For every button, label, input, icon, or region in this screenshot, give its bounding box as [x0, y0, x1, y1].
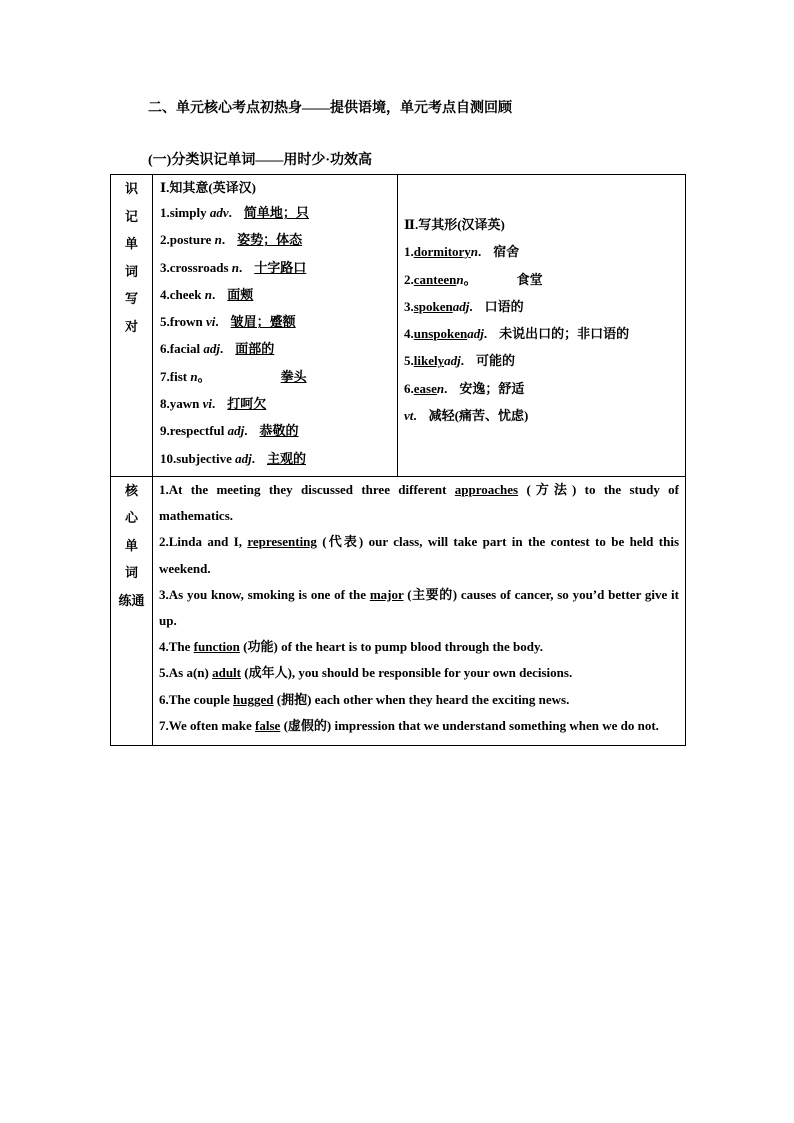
- vocab-item: [404, 347, 679, 374]
- part-of-speech: adj: [203, 341, 220, 357]
- answer-english: spoken: [413, 298, 453, 314]
- answer-word: adult: [212, 665, 241, 681]
- write-form-title: Ⅱ.写其形(汉译英): [404, 217, 505, 232]
- sentence-text: (拥抱) each other when they heard the exciting news.: [273, 691, 570, 707]
- exercise-sentence: [159, 660, 679, 686]
- chinese-meaning: 可能的: [475, 353, 515, 369]
- answer-english: ease: [413, 380, 437, 396]
- answer-english: unspoken: [413, 326, 468, 342]
- know-meaning-title: Ⅰ.知其意(英译汉): [160, 180, 256, 195]
- part-of-speech: adj: [444, 353, 461, 369]
- separator: 。: [463, 271, 477, 287]
- answer-english: dormitory: [413, 244, 471, 260]
- english-word: simply: [169, 205, 207, 220]
- sentence-text: 7.We often make: [159, 717, 256, 733]
- part-of-speech: adj: [452, 298, 470, 314]
- english-word: subjective: [176, 450, 232, 466]
- answer-chinese: 姿势；体态: [237, 232, 303, 248]
- vocab-item: [160, 226, 391, 253]
- answer-word: representing: [247, 534, 317, 550]
- answer-chinese: 面部的: [235, 341, 275, 357]
- know-meaning-cell: [153, 175, 398, 477]
- item-number: 1.: [404, 244, 414, 260]
- exercise-sentence: [159, 634, 679, 660]
- separator: 。: [197, 368, 211, 384]
- separator: .: [212, 286, 216, 302]
- sentence-text: 5.As a(n): [159, 665, 213, 681]
- answer-word: hugged: [233, 691, 274, 707]
- item-number: 9.: [160, 423, 170, 439]
- vocab-item: [404, 293, 679, 320]
- separator: .: [483, 326, 488, 342]
- separator: .: [251, 450, 255, 466]
- vocab-item: [160, 254, 391, 281]
- separator: .: [212, 396, 216, 412]
- vocab-item: [160, 390, 391, 417]
- item-number: 3.: [160, 259, 170, 275]
- separator: .: [469, 298, 473, 314]
- chinese-meaning: 减轻(痛苦、忧虑): [428, 408, 529, 424]
- part-of-speech: adj: [467, 326, 484, 342]
- sentence-text: (虚假的) impression that we understand something when we do not.: [280, 717, 659, 733]
- sentence-text: (主要的) causes of cancer, so you’d better give it up.: [159, 586, 679, 628]
- separator: .: [413, 408, 417, 424]
- item-number: 2.: [404, 271, 414, 287]
- vocabulary-table: [110, 174, 686, 746]
- vocab-item: [160, 308, 391, 335]
- separator: .: [478, 244, 482, 260]
- sentence-text: (代表) our class, will take part in the contest to be held this weekend.: [159, 534, 679, 576]
- separator: .: [444, 380, 448, 396]
- sentence-text: 2.Linda and I,: [159, 534, 248, 550]
- item-number: 6.: [160, 341, 170, 357]
- separator: .: [460, 353, 464, 369]
- part-of-speech: adj: [235, 450, 252, 466]
- english-word: crossroads: [169, 259, 229, 275]
- english-word: yawn: [169, 396, 200, 412]
- answer-chinese: 打呵欠: [227, 396, 267, 412]
- vocab-item: [404, 320, 679, 347]
- vocab-item: [160, 281, 391, 308]
- answer-english: canteen: [413, 271, 457, 287]
- separator: .: [221, 232, 226, 248]
- exercise-sentence: [159, 687, 679, 713]
- item-number: 7.: [160, 368, 170, 384]
- answer-word: approaches: [454, 481, 519, 497]
- answer-chinese: 十字路口: [254, 259, 307, 275]
- vocab-item: [404, 266, 679, 293]
- section-heading: 二、单元核心考点初热身——提供语境，单元考点自测回顾: [148, 101, 512, 116]
- sentence-text: 4.The: [159, 639, 194, 655]
- answer-word: major: [369, 586, 404, 602]
- item-number: 3.: [404, 298, 414, 314]
- vocab-item: [404, 375, 679, 402]
- vocab-item: [160, 363, 391, 390]
- part-of-speech: n: [456, 271, 464, 287]
- answer-english: likely: [413, 353, 445, 369]
- english-word: fist: [169, 368, 188, 384]
- part-of-speech: n: [204, 286, 213, 302]
- exercise-sentence: [159, 713, 679, 739]
- separator: .: [228, 205, 232, 220]
- item-number: 4.: [404, 326, 414, 342]
- english-word: posture: [169, 232, 212, 248]
- sentence-text: (成年人), you should be responsible for your own decisions.: [241, 665, 573, 681]
- answer-chinese: 恭敬的: [259, 423, 299, 439]
- separator: .: [219, 341, 224, 357]
- english-word: frown: [169, 314, 203, 330]
- sentence-text: 6.The couple: [159, 691, 234, 707]
- answer-chinese: 主观的: [266, 450, 306, 466]
- separator: .: [238, 259, 243, 275]
- exercise-sentence: [159, 529, 679, 581]
- separator: .: [215, 314, 219, 330]
- chinese-meaning: 未说出口的；非口语的: [499, 326, 630, 342]
- english-word: facial: [169, 341, 201, 357]
- vocab-item: [160, 445, 391, 472]
- part-of-speech: vi: [205, 314, 216, 330]
- vocab-item: [404, 238, 679, 265]
- vocab-item: [160, 335, 391, 362]
- part-of-speech: n: [214, 232, 222, 248]
- sentence-text: 3.As you know, smoking is one of the: [159, 586, 370, 602]
- item-number: 5.: [404, 353, 414, 369]
- item-number: 8.: [160, 396, 170, 412]
- part-of-speech: n: [470, 244, 479, 260]
- answer-chinese: 面颊: [227, 286, 254, 302]
- english-word: cheek: [169, 286, 202, 302]
- item-number: 4.: [160, 286, 170, 302]
- item-number: 6.: [404, 380, 414, 396]
- sentence-text: 1.At the meeting they discussed three different: [159, 481, 455, 497]
- part-of-speech: adv: [209, 205, 229, 220]
- answer-word: function: [193, 639, 240, 655]
- part-of-speech: adj: [227, 423, 245, 439]
- part-of-speech: n: [436, 380, 445, 396]
- english-word: respectful: [169, 423, 225, 439]
- memorize-words-row: [111, 175, 686, 477]
- chinese-meaning: 食堂: [516, 271, 543, 287]
- item-number: 2.: [160, 232, 170, 248]
- exercise-sentence: [159, 582, 679, 634]
- part-of-speech: n: [190, 368, 198, 384]
- chinese-meaning: 安逸；舒适: [459, 380, 525, 396]
- vocab-item: [160, 199, 391, 226]
- answer-chinese: 拳头: [280, 368, 307, 384]
- side-label-memorize: 识 记 单 词 写 对: [111, 175, 153, 477]
- part-of-speech: n: [231, 259, 239, 275]
- subsection-heading: (一)分类识记单词——用时少·功效高: [148, 153, 372, 168]
- item-number: 1.: [160, 205, 170, 220]
- part-of-speech: vt: [404, 408, 414, 424]
- vocab-item-extra: [404, 402, 679, 429]
- part-of-speech: vi: [202, 396, 213, 412]
- vocab-item: [160, 417, 391, 444]
- sentence-text: (方法) to the study of mathematics.: [159, 481, 680, 524]
- write-form-cell: [398, 175, 686, 477]
- answer-chinese: 简单地；只: [243, 205, 309, 220]
- item-number: 5.: [160, 314, 170, 330]
- answer-word: false: [255, 717, 281, 733]
- side-label-practice: 核 心 单 词 练通: [111, 476, 153, 745]
- practice-row: [111, 476, 686, 745]
- sentence-text: (功能) of the heart is to pump blood through the body.: [239, 639, 544, 655]
- item-number: 10.: [160, 450, 177, 466]
- chinese-meaning: 口语的: [484, 298, 524, 314]
- chinese-meaning: 宿舍: [493, 244, 520, 260]
- exercise-sentence: [159, 477, 679, 529]
- separator: .: [244, 423, 248, 439]
- exercise-cell: [153, 476, 686, 745]
- answer-chinese: 皱眉；蹙额: [230, 314, 296, 330]
